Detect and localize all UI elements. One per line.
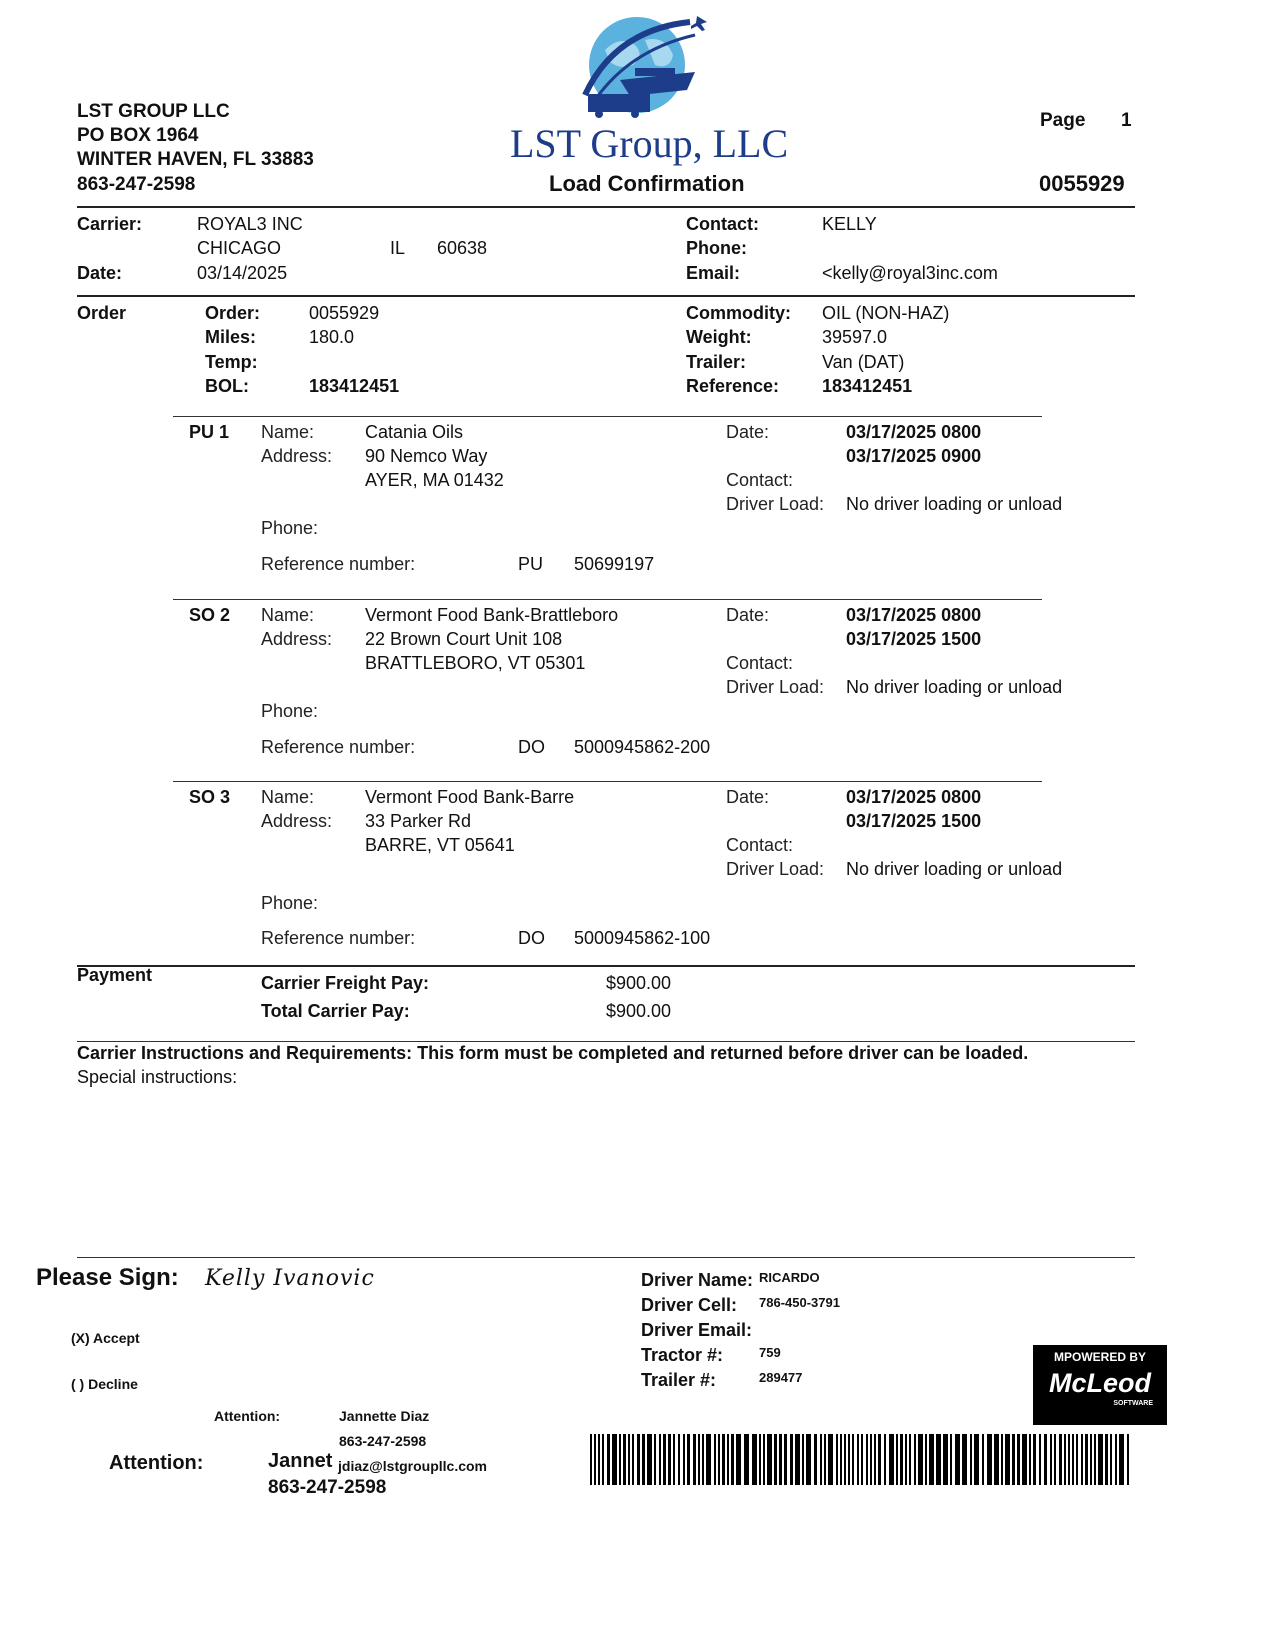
company-name: LST GROUP LLC (77, 101, 230, 122)
stop-driver-load-label: Driver Load: (726, 859, 825, 879)
commodity-value: OIL (NON-HAZ) (822, 303, 950, 323)
stop-driver-load-label: Driver Load: (726, 677, 825, 697)
stop-date-start: 03/17/2025 0800 (846, 422, 982, 442)
driver-name-label: Driver Name: (641, 1270, 754, 1290)
signature[interactable]: Kelly Ivanovic (205, 1266, 375, 1291)
stop-reference-label: Reference number: (261, 737, 416, 757)
stop-address-line1: 33 Parker Rd (365, 811, 472, 831)
page-label: Page (1040, 110, 1086, 131)
carrier-instructions: Carrier Instructions and Requirements: This form must be completed and returned before driver can be loaded. (77, 1043, 1029, 1063)
stop-date-end: 03/17/2025 1500 (846, 629, 982, 649)
miles-label: Miles: (205, 327, 257, 347)
stop-driver-load: No driver loading or unload (846, 494, 1063, 514)
special-instructions-label: Special instructions: (77, 1067, 238, 1087)
stop-reference-type: PU (518, 554, 544, 574)
stop-address-line2: AYER, MA 01432 (365, 470, 504, 490)
driver-email-label: Driver Email: (641, 1320, 753, 1340)
mcleod-powered-text: MPOWERED BY (1053, 1350, 1146, 1364)
order-label: Order: (205, 303, 261, 323)
stop-address-line2: BARRE, VT 05641 (365, 835, 515, 855)
trailer-label: Trailer #: (641, 1370, 717, 1390)
carrier-city: CHICAGO (197, 238, 282, 258)
stop-driver-load: No driver loading or unload (846, 859, 1063, 879)
phone-label: Phone: (686, 238, 747, 258)
divider (77, 295, 1135, 297)
stop-name-label: Name: (261, 422, 315, 442)
driver-cell-label: Driver Cell: (641, 1295, 738, 1315)
weight-label: Weight: (686, 327, 752, 347)
reference-label: Reference: (686, 376, 780, 396)
stop-driver-load: No driver loading or unload (846, 677, 1063, 697)
stop-name: Catania Oils (365, 422, 464, 442)
stop-name: Vermont Food Bank-Brattleboro (365, 605, 619, 625)
stop-code: SO 3 (189, 787, 231, 807)
document-title: Load Confirmation (549, 171, 745, 196)
stop-name: Vermont Food Bank-Barre (365, 787, 575, 807)
please-sign-label: Please Sign: (36, 1264, 179, 1291)
stop-reference-label: Reference number: (261, 928, 416, 948)
stop-date-end: 03/17/2025 0900 (846, 446, 982, 466)
freight-pay-amount: $900.00 (606, 973, 672, 993)
stop-driver-load-label: Driver Load: (726, 494, 825, 514)
stop-address-label: Address: (261, 629, 333, 649)
globe-ship-plane-truck-icon (575, 10, 715, 120)
stop-contact-label: Contact: (726, 470, 794, 490)
stop-date-label: Date: (726, 422, 770, 442)
page-number: 1 (1121, 110, 1132, 131)
payment-section-label: Payment (77, 965, 153, 985)
email-label: Email: (686, 263, 741, 283)
trailer-label: Trailer: (686, 352, 747, 372)
trailer-value: Van (DAT) (822, 352, 905, 372)
stop-reference-number: 5000945862-200 (574, 737, 711, 757)
stop-reference-type: DO (518, 737, 545, 757)
stop-address-label: Address: (261, 446, 333, 466)
mcleod-sub: SOFTWARE (1113, 1400, 1153, 1407)
attention-label-small: Attention: (214, 1408, 281, 1424)
stop-divider (173, 416, 1042, 417)
stop-reference-label: Reference number: (261, 554, 416, 574)
carrier-name: ROYAL3 INC (197, 214, 303, 234)
carrier-zip: 60638 (437, 238, 488, 258)
order-section-label: Order (77, 303, 127, 323)
company-address-line1: PO BOX 1964 (77, 125, 199, 146)
divider (77, 206, 1135, 208)
stop-address-label: Address: (261, 811, 333, 831)
bol-value: 183412451 (309, 376, 400, 396)
date-label: Date: (77, 263, 123, 283)
stop-reference-number: 50699197 (574, 554, 655, 574)
load-number: 0055929 (1039, 171, 1125, 196)
order-number: 0055929 (309, 303, 380, 323)
stop-name-label: Name: (261, 605, 315, 625)
attention-phone-small: 863-247-2598 (339, 1433, 427, 1449)
barcode (590, 1434, 1136, 1485)
freight-pay-label: Carrier Freight Pay: (261, 973, 430, 993)
mcleod-logo (1033, 1345, 1167, 1425)
stop-contact-label: Contact: (726, 835, 794, 855)
carrier-email: <kelly@royal3inc.com (822, 263, 998, 283)
stop-address-line2: BRATTLEBORO, VT 05301 (365, 653, 586, 673)
confirmation-date: 03/14/2025 (197, 263, 288, 283)
attention-label: Attention: (109, 1452, 204, 1474)
stop-phone-label: Phone: (261, 518, 319, 538)
stop-date-end: 03/17/2025 1500 (846, 811, 982, 831)
stop-divider (173, 599, 1042, 600)
accept-option[interactable]: (X) Accept (71, 1330, 140, 1346)
temp-label: Temp: (205, 352, 258, 372)
stop-reference-number: 5000945862-100 (574, 928, 711, 948)
carrier-state: IL (390, 238, 406, 258)
signature-divider (77, 1257, 1135, 1258)
stop-phone-label: Phone: (261, 893, 319, 913)
reference-value: 183412451 (822, 376, 913, 396)
company-phone: 863-247-2598 (77, 174, 196, 195)
stop-divider (173, 781, 1042, 782)
attention-name: Jannet (268, 1450, 333, 1472)
mcleod-name: McLeod (1048, 1368, 1151, 1398)
commodity-label: Commodity: (686, 303, 791, 323)
contact-label: Contact: (686, 214, 759, 234)
total-pay-amount: $900.00 (606, 1001, 672, 1021)
stop-reference-type: DO (518, 928, 545, 948)
divider (77, 965, 1135, 967)
carrier-label: Carrier: (77, 214, 143, 234)
decline-option[interactable]: ( ) Decline (71, 1376, 138, 1392)
stop-code: SO 2 (189, 605, 231, 625)
company-logo-text: LST Group, LLC (510, 121, 789, 166)
driver-cell: 786-450-3791 (759, 1295, 840, 1310)
bol-label: BOL: (205, 376, 249, 396)
stop-code: PU 1 (189, 422, 230, 442)
carrier-contact: KELLY (822, 214, 877, 234)
tractor-label: Tractor #: (641, 1345, 724, 1365)
stop-date-start: 03/17/2025 0800 (846, 605, 982, 625)
stop-contact-label: Contact: (726, 653, 794, 673)
attention-phone: 863-247-2598 (268, 1477, 387, 1498)
company-address-line2: WINTER HAVEN, FL 33883 (77, 149, 314, 170)
weight-value: 39597.0 (822, 327, 888, 347)
miles-value: 180.0 (309, 327, 355, 347)
stop-phone-label: Phone: (261, 701, 319, 721)
attention-name-small: Jannette Diaz (339, 1408, 430, 1424)
driver-name: RICARDO (759, 1270, 820, 1285)
stop-address-line1: 90 Nemco Way (365, 446, 488, 466)
attention-email: jdiaz@lstgroupllc.com (338, 1458, 488, 1474)
stop-address-line1: 22 Brown Court Unit 108 (365, 629, 563, 649)
stop-date-start: 03/17/2025 0800 (846, 787, 982, 807)
divider (77, 1041, 1135, 1042)
tractor-number: 759 (759, 1345, 781, 1360)
stop-name-label: Name: (261, 787, 315, 807)
stop-date-label: Date: (726, 787, 770, 807)
total-pay-label: Total Carrier Pay: (261, 1001, 410, 1021)
trailer-number: 289477 (759, 1370, 803, 1385)
stop-date-label: Date: (726, 605, 770, 625)
